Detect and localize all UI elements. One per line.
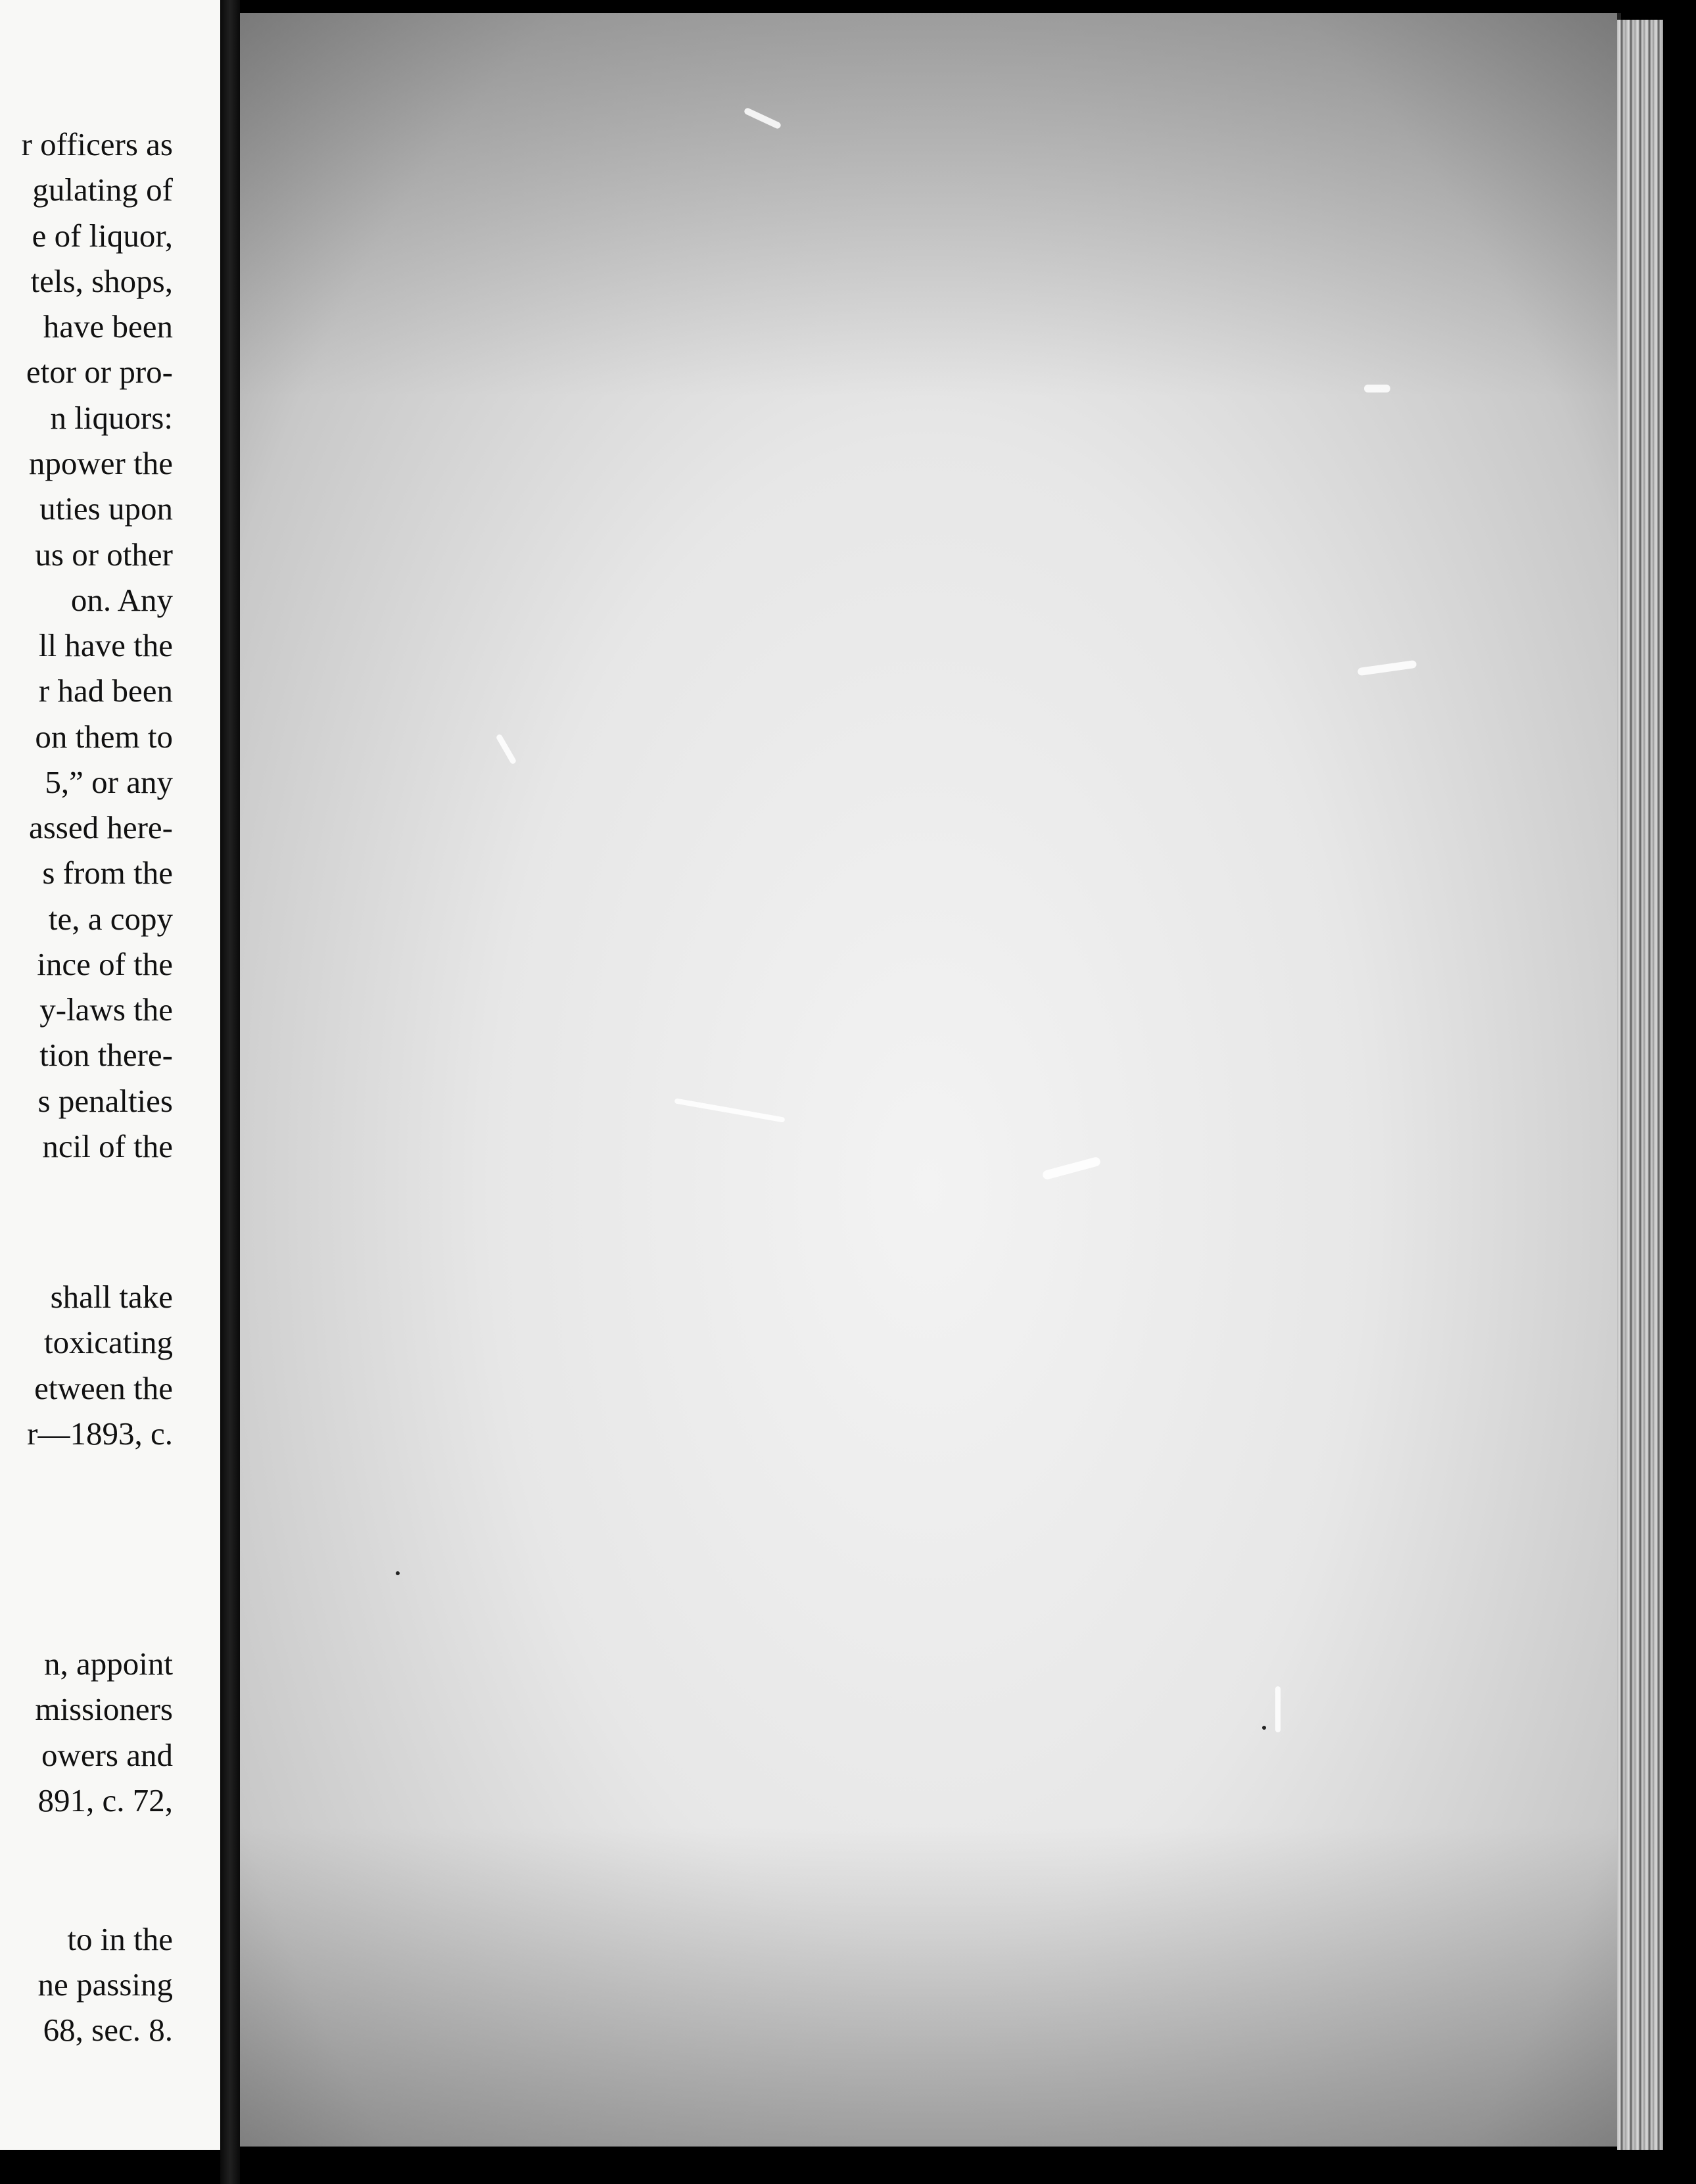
text-line: uties upon — [39, 490, 173, 527]
text-line: missioners — [35, 1691, 173, 1727]
paper-speck — [1042, 1156, 1102, 1181]
text-line: toxicating — [44, 1324, 173, 1360]
text-line: n, appoint — [44, 1646, 173, 1682]
text-line: r officers as — [21, 126, 173, 162]
text-line: tion there- — [39, 1037, 173, 1073]
text-line: y-laws the — [39, 991, 173, 1028]
text-line: s penalties — [37, 1083, 173, 1119]
text-line: us or other — [35, 536, 173, 573]
text-line: npower the — [28, 445, 173, 481]
text-line: on them to — [35, 719, 173, 755]
text-line: s from the — [42, 855, 173, 891]
blank-page — [240, 13, 1621, 2147]
text-line: etor or pro- — [26, 354, 173, 390]
text-line: tels, shops, — [30, 263, 173, 299]
paper-speck — [674, 1098, 786, 1122]
text-line: gulating of — [32, 172, 173, 208]
text-line: on. Any — [70, 582, 173, 618]
text-line: to in the — [67, 1921, 173, 1957]
paper-speck — [1364, 385, 1390, 392]
text-line: shall take — [50, 1279, 173, 1315]
text-line: r—1893, c. — [27, 1415, 173, 1452]
text-line: ne passing — [37, 1966, 173, 2003]
text-line: 891, c. 72, — [37, 1782, 173, 1818]
paper-dot — [396, 1571, 400, 1575]
text-line: 68, sec. 8. — [43, 2012, 173, 2048]
text-line: have been — [43, 308, 173, 344]
text-line: 5,” or any — [45, 764, 173, 800]
page-edges — [1617, 20, 1663, 2150]
text-line: te, a copy — [48, 901, 173, 937]
text-line: assed here- — [28, 809, 173, 845]
paper-dot — [1262, 1726, 1266, 1730]
book-gutter — [220, 0, 240, 2184]
text-line: ince of the — [37, 946, 173, 982]
text-line: r had been — [38, 673, 173, 709]
text-line: owers and — [41, 1737, 173, 1773]
paper-speck — [1275, 1686, 1281, 1732]
text-line: ncil of the — [42, 1128, 173, 1164]
text-line: e of liquor, — [32, 218, 173, 254]
paper-speck — [496, 734, 517, 765]
paper-speck — [743, 107, 782, 130]
text-line: etween the — [34, 1370, 173, 1406]
left-page-fragment — [0, 0, 220, 2150]
paper-speck — [1357, 660, 1417, 676]
text-line: n liquors: — [50, 400, 173, 436]
text-line: ll have the — [38, 627, 173, 663]
